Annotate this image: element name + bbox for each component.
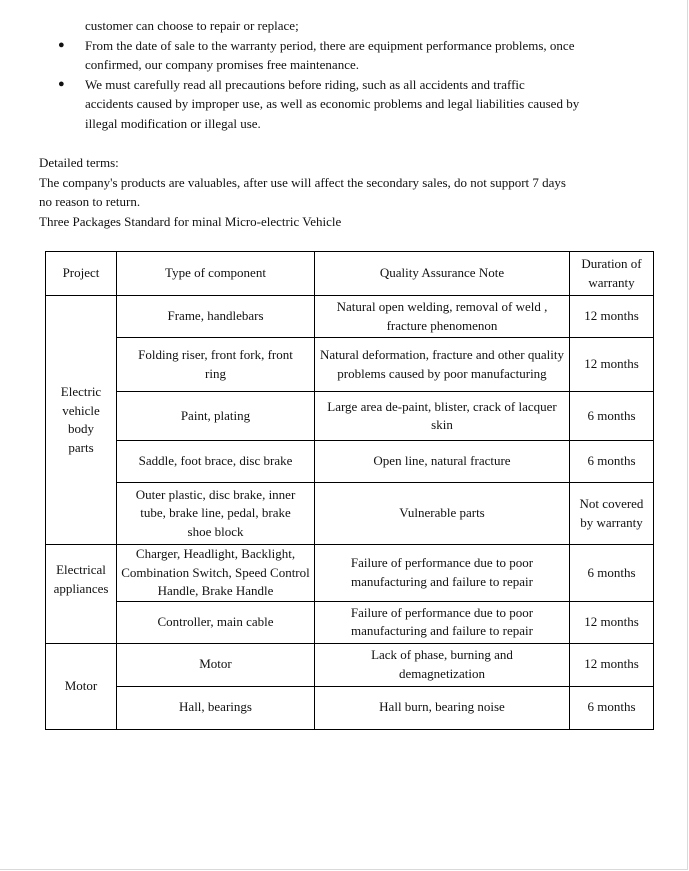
cell-note: Lack of phase, burning and demagnetization xyxy=(315,643,570,686)
cell-note: Hall burn, bearing noise xyxy=(315,686,570,729)
cell-duration: 12 months xyxy=(570,296,654,338)
warranty-table xyxy=(45,251,654,730)
cell-note: Large area de-paint, blister, crack of lacquer skin xyxy=(315,392,570,441)
cell-component: Charger, Headlight, Backlight, Combination Switch, Speed Control Handle, Brake Handle xyxy=(117,545,315,602)
table-header-row xyxy=(46,252,654,296)
bullet-list xyxy=(54,16,654,133)
list-item xyxy=(54,16,654,36)
bullet-icon: ● xyxy=(58,77,65,90)
cell-duration: 6 months xyxy=(570,686,654,729)
group-electrical: Electrical appliances xyxy=(46,545,117,644)
group-motor: Motor xyxy=(46,643,117,729)
terms-line: The company's products are valuables, after use will affect the secondary sales, do not support 7 days xyxy=(39,174,566,190)
bullet-line: customer can choose to repair or replace; xyxy=(85,18,299,33)
group-body-parts: Electric vehicle body parts xyxy=(46,296,117,545)
cell-note: Natural open welding, removal of weld , fracture phenomenon xyxy=(315,296,570,338)
cell-component: Hall, bearings xyxy=(117,686,315,729)
bullet-line: From the date of sale to the warranty period, there are equipment performance problems, once xyxy=(85,37,575,53)
terms-heading: Detailed terms: xyxy=(39,155,119,170)
cell-component: Saddle, foot brace, disc brake xyxy=(117,441,315,483)
table-row xyxy=(46,392,654,441)
bullet-line: illegal modification or illegal use. xyxy=(85,115,261,131)
cell-duration: 12 months xyxy=(570,601,654,643)
cell-duration: 12 months xyxy=(570,338,654,392)
cell-component: Motor xyxy=(117,643,315,686)
bullet-icon: ● xyxy=(58,38,65,51)
cell-note: Failure of performance due to poor manufacturing and failure to repair xyxy=(315,601,570,643)
cell-note: Vulnerable parts xyxy=(315,483,570,545)
cell-component: Outer plastic, disc brake, inner tube, brake line, pedal, brake shoe block xyxy=(117,483,315,545)
detailed-terms xyxy=(39,153,659,231)
list-item xyxy=(54,36,654,75)
cell-component: Controller, main cable xyxy=(117,601,315,643)
cell-note: Natural deformation, fracture and other quality problems caused by poor manufacturing xyxy=(315,338,570,392)
header-duration: Duration of warranty xyxy=(570,252,654,296)
header-component: Type of component xyxy=(117,252,315,296)
cell-component: Paint, plating xyxy=(117,392,315,441)
header-project: Project xyxy=(46,252,117,296)
table-row xyxy=(46,483,654,545)
bullet-line: accidents caused by improper use, as well as economic problems and legal liabilities caused by xyxy=(85,96,580,111)
cell-duration: 6 months xyxy=(570,392,654,441)
table-row xyxy=(46,686,654,729)
cell-duration: 12 months xyxy=(570,643,654,686)
table-row xyxy=(46,601,654,643)
header-note: Quality Assurance Note xyxy=(315,252,570,296)
cell-duration: 6 months xyxy=(570,441,654,483)
cell-note: Open line, natural fracture xyxy=(315,441,570,483)
cell-note: Failure of performance due to poor manufacturing and failure to repair xyxy=(315,545,570,602)
table-row xyxy=(46,441,654,483)
table-row xyxy=(46,338,654,392)
cell-component: Frame, handlebars xyxy=(117,296,315,338)
table-row xyxy=(46,545,654,602)
table-row xyxy=(46,296,654,338)
table-title: Three Packages Standard for minal Micro-electric Vehicle xyxy=(39,213,342,229)
cell-component: Folding riser, front fork, front ring xyxy=(117,338,315,392)
cell-duration: Not covered by warranty xyxy=(570,483,654,545)
list-item xyxy=(54,75,654,134)
bullet-line: confirmed, our company promises free maintenance. xyxy=(85,57,359,72)
bullet-line: We must carefully read all precautions before riding, such as all accidents and traffic xyxy=(85,76,525,92)
table-row xyxy=(46,643,654,686)
terms-line: no reason to return. xyxy=(39,194,141,209)
cell-duration: 6 months xyxy=(570,545,654,602)
